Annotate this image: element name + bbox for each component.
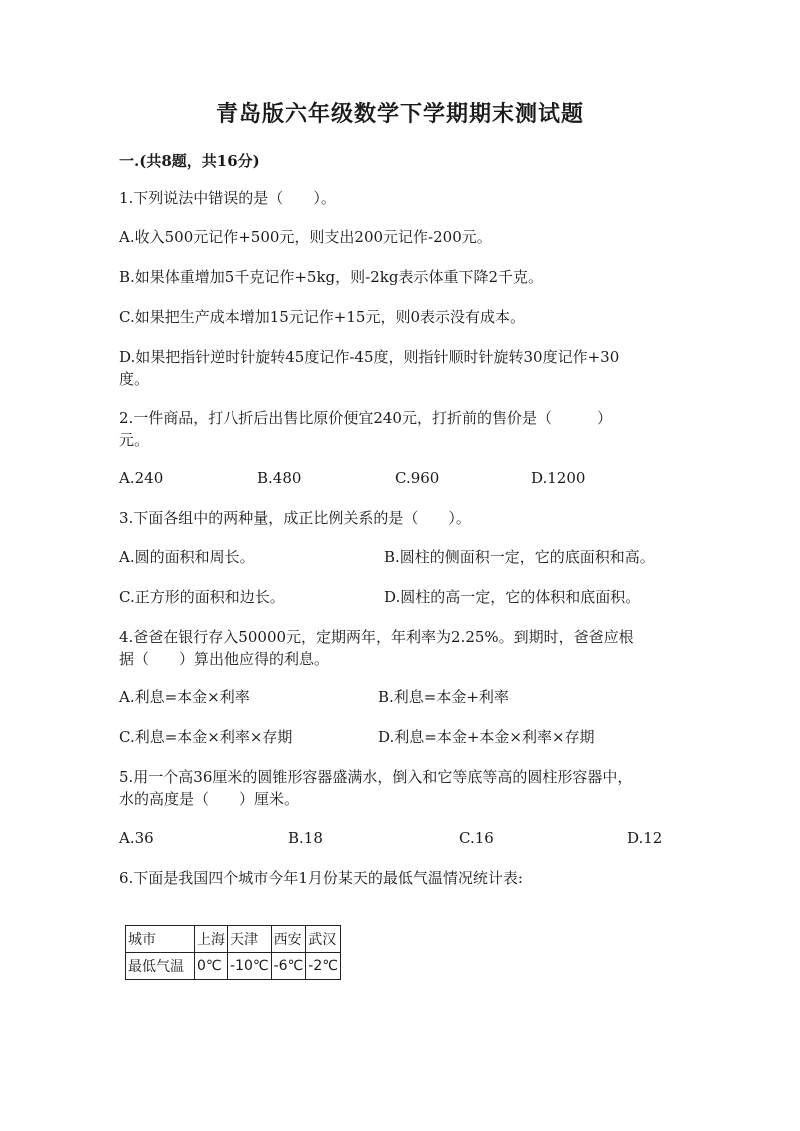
- question-1-option-b: B.如果体重增加5千克记作+5kg，则-2kg表示体重下降2千克。: [119, 268, 543, 286]
- table-cell: 上海: [195, 926, 228, 953]
- question-4-stem-line2: 据（ ）算出他应得的利息。: [119, 650, 330, 668]
- table-cell: 0℃: [195, 953, 228, 980]
- table-cell: 武汉: [306, 926, 341, 953]
- question-2-option-a: A.240: [119, 469, 164, 487]
- question-5-stem-line2: 水的高度是（ ）厘米。: [119, 790, 300, 808]
- question-5-option-a: A.36: [119, 829, 154, 847]
- question-1-option-a: A.收入500元记作+500元，则支出200元记作-200元。: [119, 228, 492, 246]
- question-2-stem-line1: 2.一件商品，打八折后出售比原价便宜240元，打折前的售价是（ ）: [119, 409, 612, 427]
- question-2-option-b: B.480: [257, 469, 302, 487]
- question-2-option-d: D.1200: [531, 469, 586, 487]
- question-4-option-a: A.利息=本金×利率: [119, 688, 250, 706]
- question-4-stem-line1: 4.爸爸在银行存入50000元，定期两年，年利率为2.25%。到期时，爸爸应根: [119, 628, 634, 646]
- question-5-option-c: C.16: [459, 829, 494, 847]
- question-2-option-c: C.960: [395, 469, 440, 487]
- question-1-stem: 1.下列说法中错误的是（ ）。: [119, 189, 336, 207]
- question-5-option-d: D.12: [627, 829, 663, 847]
- table-cell: -10℃: [228, 953, 272, 980]
- table-header-cell: 城市: [126, 926, 195, 953]
- table-cell: 天津: [228, 926, 272, 953]
- table-header-cell: 最低气温: [126, 953, 195, 980]
- table-cell: -2℃: [306, 953, 341, 980]
- question-1-option-d-line1: D.如果把指针逆时针旋转45度记作-45度，则指针顺时针旋转30度记作+30: [119, 348, 620, 366]
- question-3-option-d: D.圆柱的高一定，它的体积和底面积。: [384, 588, 641, 606]
- question-4-option-c: C.利息=本金×利率×存期: [119, 728, 293, 746]
- question-3-stem: 3.下面各组中的两种量，成正比例关系的是（ ）。: [119, 509, 471, 527]
- question-2-stem-line2: 元。: [119, 431, 150, 449]
- page-title: 青岛版六年级数学下学期期末测试题: [215, 101, 584, 127]
- question-1-option-d-line2: 度。: [119, 370, 150, 388]
- table-row: [126, 926, 341, 953]
- question-3-option-b: B.圆柱的侧面积一定，它的底面积和高。: [384, 548, 655, 566]
- table-row: [126, 953, 341, 980]
- section-heading: 一.(共8题，共16分): [119, 152, 260, 170]
- question-3-option-c: C.正方形的面积和边长。: [119, 588, 285, 606]
- question-5-stem-line1: 5.用一个高36厘米的圆锥形容器盛满水，倒入和它等底等高的圆柱形容器中，: [119, 768, 633, 786]
- question-1-option-c: C.如果把生产成本增加15元记作+15元，则0表示没有成本。: [119, 308, 525, 326]
- question-5-option-b: B.18: [288, 829, 323, 847]
- table-cell: 西安: [271, 926, 306, 953]
- question-6-stem: 6.下面是我国四个城市今年1月份某天的最低气温情况统计表:: [119, 869, 523, 887]
- table-cell: -6℃: [271, 953, 306, 980]
- question-4-option-b: B.利息=本金+利率: [378, 688, 509, 706]
- question-4-option-d: D.利息=本金+本金×利率×存期: [378, 728, 595, 746]
- question-3-option-a: A.圆的面积和周长。: [119, 548, 255, 566]
- temperature-table: [125, 925, 341, 980]
